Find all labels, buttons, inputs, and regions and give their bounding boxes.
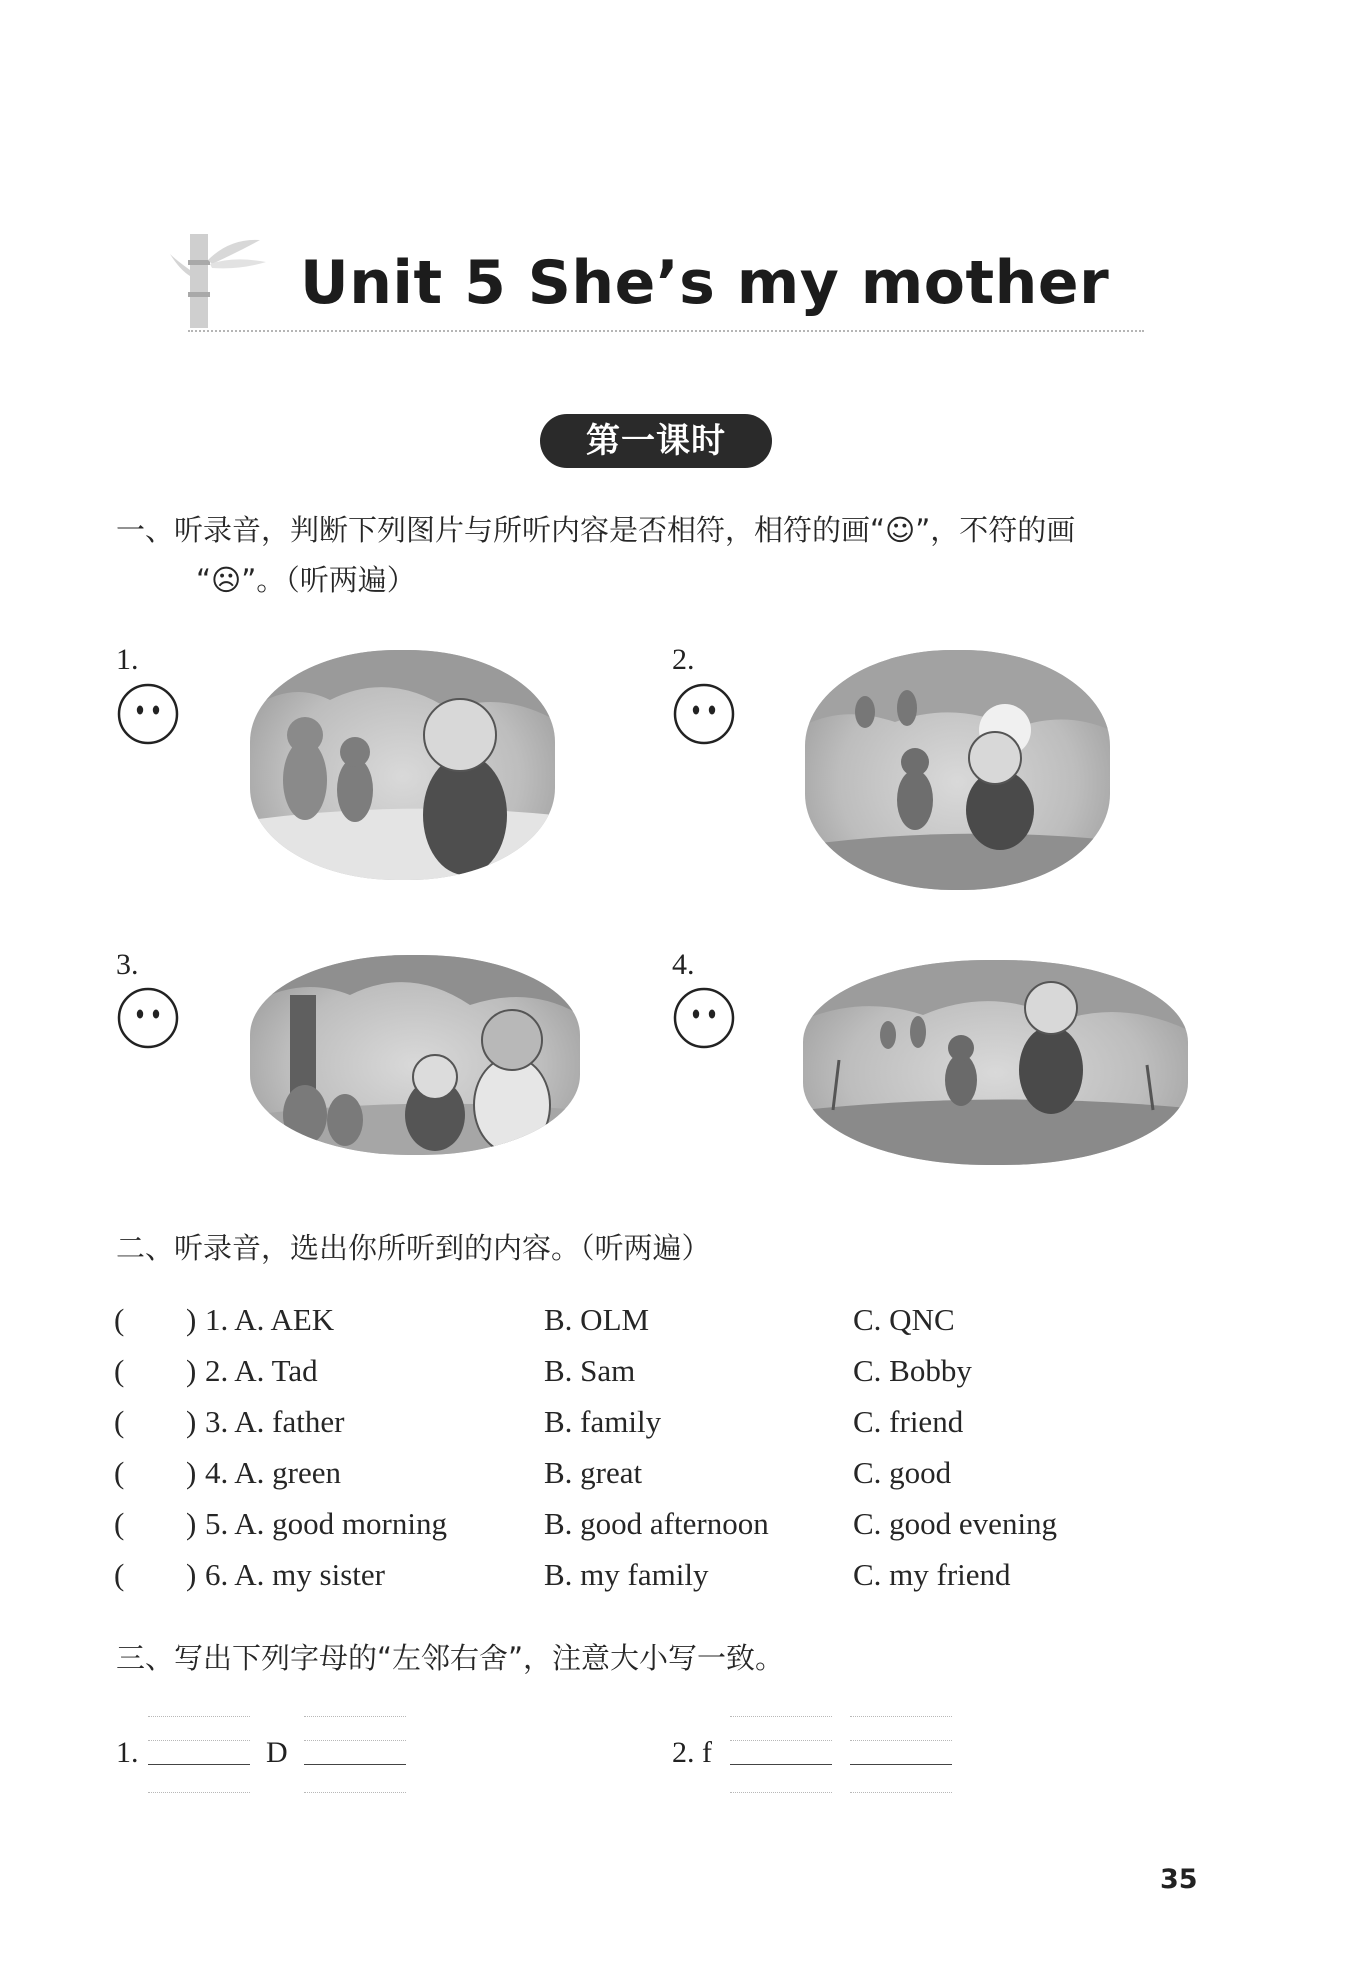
option-a: 6. A. my sister [205, 1557, 385, 1592]
item-number: 1. [116, 643, 139, 676]
answer-bracket-close: ) [186, 1506, 197, 1541]
mice-and-cats-under-tree-picture [250, 955, 580, 1155]
answer-blank-first[interactable] [730, 1764, 832, 1765]
option-b: B. great [544, 1455, 643, 1490]
title-divider [188, 330, 1144, 332]
answer-blank-left[interactable] [148, 1764, 250, 1765]
section1-instruction-line2: “☹”。（听两遍） [196, 563, 416, 597]
writing-guide-line [850, 1740, 952, 1741]
section1-instruction-line1: 一、听录音，判断下列图片与所听内容是否相符，相符的画“☺”，不符的画 [116, 513, 1076, 547]
answer-bracket-open[interactable]: ( [114, 1557, 125, 1592]
answer-bracket-close: ) [186, 1353, 197, 1388]
mouse-and-cat-by-pond-picture [805, 650, 1110, 890]
writing-guide-line [730, 1792, 832, 1793]
writing-guide-line [850, 1716, 952, 1717]
mice-greeting-cat-picture [250, 650, 555, 880]
writing-guide-line [304, 1740, 406, 1741]
given-letter: f [702, 1736, 712, 1769]
neutral-face-icon[interactable] [117, 987, 179, 1049]
item-number: 4. [672, 948, 695, 981]
section3-instruction: 三、写出下列字母的“左邻右舍”，注意大小写一致。 [116, 1641, 785, 1675]
item-number: 1. [116, 1736, 139, 1769]
unit-title: Unit 5 She’s my mother [300, 248, 1110, 318]
answer-bracket-close: ) [186, 1455, 197, 1490]
item-number: 2. [672, 643, 695, 676]
option-a: 2. A. Tad [205, 1353, 318, 1388]
writing-guide-line [148, 1716, 250, 1717]
writing-guide-line [148, 1740, 250, 1741]
answer-bracket-open[interactable]: ( [114, 1404, 125, 1439]
writing-guide-line [304, 1792, 406, 1793]
neutral-face-icon[interactable] [673, 683, 735, 745]
cat-and-mouse-at-pond-picture [803, 960, 1188, 1165]
answer-bracket-open[interactable]: ( [114, 1506, 125, 1541]
option-b: B. my family [544, 1557, 709, 1592]
option-b: B. good afternoon [544, 1506, 769, 1541]
option-c: C. my friend [853, 1557, 1011, 1592]
item-number: 3. [116, 948, 139, 981]
answer-bracket-close: ) [186, 1557, 197, 1592]
option-c: C. QNC [853, 1302, 955, 1337]
option-b: B. OLM [544, 1302, 650, 1337]
option-b: B. Sam [544, 1353, 636, 1388]
writing-guide-line [304, 1716, 406, 1717]
bamboo-icon [168, 230, 273, 330]
item-number: 2. [672, 1736, 695, 1769]
lesson-badge: 第一课时 [540, 414, 772, 468]
neutral-face-icon[interactable] [673, 987, 735, 1049]
writing-guide-line [148, 1792, 250, 1793]
option-a: 3. A. father [205, 1404, 345, 1439]
given-letter: D [266, 1736, 288, 1769]
writing-guide-line [850, 1792, 952, 1793]
answer-bracket-open[interactable]: ( [114, 1302, 125, 1337]
neutral-face-icon[interactable] [117, 683, 179, 745]
answer-bracket-close: ) [186, 1404, 197, 1439]
option-a: 5. A. good morning [205, 1506, 447, 1541]
page-number: 35 [1160, 1864, 1198, 1895]
writing-guide-line [730, 1716, 832, 1717]
option-c: C. Bobby [853, 1353, 972, 1388]
section2-instruction: 二、听录音，选出你所听到的内容。（听两遍） [116, 1231, 711, 1265]
option-c: C. good [853, 1455, 952, 1490]
option-c: C. good evening [853, 1506, 1058, 1541]
writing-guide-line [730, 1740, 832, 1741]
answer-blank-right[interactable] [304, 1764, 406, 1765]
answer-bracket-close: ) [186, 1302, 197, 1337]
option-a: 1. A. AEK [205, 1302, 335, 1337]
answer-bracket-open[interactable]: ( [114, 1455, 125, 1490]
answer-blank-second[interactable] [850, 1764, 952, 1765]
option-a: 4. A. green [205, 1455, 342, 1490]
option-c: C. friend [853, 1404, 964, 1439]
answer-bracket-open[interactable]: ( [114, 1353, 125, 1388]
option-b: B. family [544, 1404, 662, 1439]
